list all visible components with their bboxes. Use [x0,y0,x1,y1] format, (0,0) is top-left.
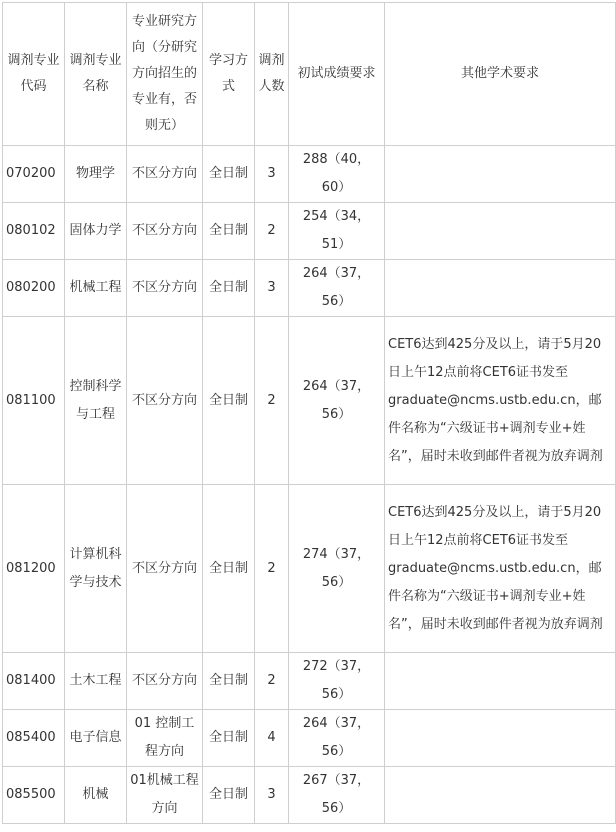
major-code-cell: 070200 [3,146,65,203]
major-code-cell: 080102 [3,203,65,260]
major-code-cell: 085400 [3,710,65,767]
header-score-requirement: 初试成绩要求 [289,3,385,146]
header-research-direction: 专业研究方向（分研究方向招生的专业有，否则无） [127,3,203,146]
header-major-code: 调剂专业代码 [3,3,65,146]
other-requirement-cell: CET6达到425分及以上，请于5月20日上午12点前将CET6证书发至graduate@ncms.ustb.edu.cn，邮件名称为“六级证书+调剂专业+姓名”，届时未收到邮件者视为放弃调剂 [385,485,616,653]
table-row [3,317,616,485]
major-code-cell: 085500 [3,767,65,824]
other-requirement-cell [385,260,616,317]
study-mode-cell: 全日制 [203,767,255,824]
study-mode-cell: 全日制 [203,485,255,653]
table-row [3,146,616,203]
score-cell: 264（37，56） [289,710,385,767]
count-cell: 2 [255,485,289,653]
other-requirement-cell [385,203,616,260]
table-row [3,485,616,653]
score-cell: 274（37，56） [289,485,385,653]
count-cell: 3 [255,260,289,317]
header-major-name: 调剂专业名称 [65,3,127,146]
count-cell: 3 [255,146,289,203]
major-name-cell: 固体力学 [65,203,127,260]
major-code-cell: 081400 [3,653,65,710]
direction-cell: 不区分方向 [127,146,203,203]
other-requirement-cell [385,710,616,767]
count-cell: 2 [255,653,289,710]
study-mode-cell: 全日制 [203,260,255,317]
other-requirement-cell: CET6达到425分及以上，请于5月20日上午12点前将CET6证书发至graduate@ncms.ustb.edu.cn，邮件名称为“六级证书+调剂专业+姓名”，届时未收到邮件者视为放弃调剂 [385,317,616,485]
table-row [3,653,616,710]
table-row [3,260,616,317]
direction-cell: 不区分方向 [127,653,203,710]
other-requirement-cell [385,146,616,203]
direction-cell: 不区分方向 [127,260,203,317]
major-code-cell: 081200 [3,485,65,653]
header-count: 调剂人数 [255,3,289,146]
major-name-cell: 物理学 [65,146,127,203]
count-cell: 3 [255,767,289,824]
direction-cell: 01机械工程方向 [127,767,203,824]
score-cell: 254（34，51） [289,203,385,260]
score-cell: 288（40，60） [289,146,385,203]
other-requirement-cell [385,767,616,824]
study-mode-cell: 全日制 [203,317,255,485]
header-study-mode: 学习方式 [203,3,255,146]
study-mode-cell: 全日制 [203,203,255,260]
study-mode-cell: 全日制 [203,710,255,767]
major-name-cell: 计算机科学与技术 [65,485,127,653]
direction-cell: 不区分方向 [127,203,203,260]
adjustment-table [2,2,616,824]
direction-cell: 不区分方向 [127,485,203,653]
table-row [3,710,616,767]
study-mode-cell: 全日制 [203,146,255,203]
count-cell: 2 [255,317,289,485]
header-other-requirement: 其他学术要求 [385,3,616,146]
score-cell: 264（37，56） [289,260,385,317]
table-header-row [3,3,616,146]
score-cell: 272（37，56） [289,653,385,710]
score-cell: 267（37，56） [289,767,385,824]
table-row [3,203,616,260]
other-requirement-cell [385,653,616,710]
count-cell: 2 [255,203,289,260]
major-name-cell: 电子信息 [65,710,127,767]
major-name-cell: 土木工程 [65,653,127,710]
direction-cell: 不区分方向 [127,317,203,485]
major-name-cell: 机械工程 [65,260,127,317]
major-name-cell: 机械 [65,767,127,824]
table-row [3,767,616,824]
direction-cell: 01 控制工程方向 [127,710,203,767]
major-name-cell: 控制科学与工程 [65,317,127,485]
score-cell: 264（37，56） [289,317,385,485]
major-code-cell: 081100 [3,317,65,485]
study-mode-cell: 全日制 [203,653,255,710]
major-code-cell: 080200 [3,260,65,317]
count-cell: 4 [255,710,289,767]
